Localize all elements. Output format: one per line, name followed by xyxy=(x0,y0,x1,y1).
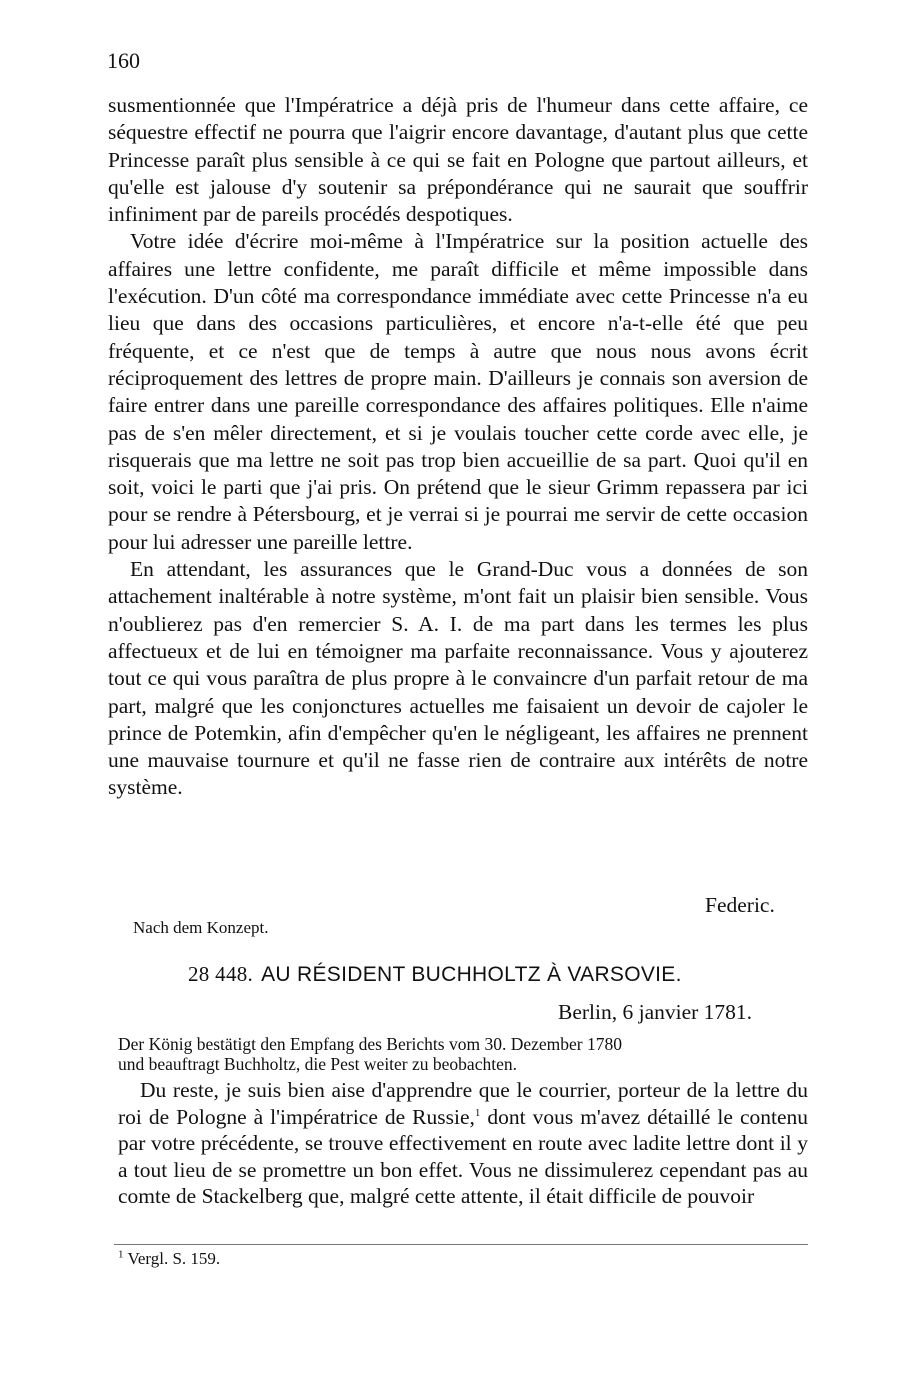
document-title: AU RÉSIDENT BUCHHOLTZ À VARSOVIE. xyxy=(261,963,682,986)
page-number: 160 xyxy=(107,48,140,73)
paragraph-text: dont vous m'avez détaillé le contenu par votre précédente, se trouve effectivement en route avec ladite lettre dont il y a tout lieu de se promettre un bon effet. Vous ne dissimulerez cependant pas au comte de Stackelberg que, malgré cette attente, il était difficile de pouvoir xyxy=(118,1104,808,1208)
document-heading xyxy=(188,962,682,987)
paragraph: En attendant, les assurances que le Grand-Duc vous a données de son attachement inaltérable à notre système, m'ont fait un plaisir bien sensible. Vous n'oublierez pas d'en remercier S. A. I. de ma part dans les termes les plus affectueux et de lui en témoigner ma parfaite reconnaissance. Vous y ajouterez tout ce qui vous paraîtra de plus propre à le convaincre d'un parfait retour de ma part, malgré que les conjonctures actuelles me faisaient un devoir de cajoler le prince de Potemkin, afin d'empêcher qu'en le négligeant, les affaires ne prennent une mauvaise tournure et qu'il ne fasse rien de contraire aux intérêts de notre système. xyxy=(108,557,808,800)
document-number: 28 448. xyxy=(188,962,254,986)
footnote-marker: 1 xyxy=(474,1106,481,1119)
paragraph: susmentionnée que l'Impératrice a déjà pris de l'humeur dans cette affaire, ce séquestre effectif ne pourra que l'aigrir encore davantage, d'autant plus que cette Princesse paraît plus sensible à ce qui se fait en Pologne que partout ailleurs, et qu'elle est jalouse d'y soutenir sa prépondérance qui ne saurait que souffrir infiniment par de pareils procédés despotiques. xyxy=(108,93,808,227)
paragraph: Votre idée d'écrire moi-même à l'Impératrice sur la position actuelle des affaires une lettre confidente, me paraît difficile et même impossible dans l'exécution. D'un côté ma correspondance immédiate avec cette Princesse n'a eu lieu que dans des occasions particulières, et encore n'a-t-elle été que peu fréquente, et ce n'est que de temps à autre que nous nous avons écrit réciproquement des lettres de propre main. D'ailleurs je connais son aversion de faire entrer dans une pareille correspondance des affaires politiques. Elle n'aime pas de s'en mêler directement, et si je voulais toucher cette corde avec elle, je risquerais que ma lettre ne soit pas trop bien accueillie de sa part. Quoi qu'il en soit, voici le parti que j'ai pris. On prétend que le sieur Grimm repassera par ici pour se rendre à Pétersbourg, et je verrai si je pourrai me servir de cette occasion pour lui adresser une pareille lettre. xyxy=(108,229,808,554)
footnote-number: 1 xyxy=(118,1248,124,1261)
signature: Federic. xyxy=(705,893,775,917)
footnote-divider xyxy=(114,1244,808,1245)
letter-body xyxy=(118,1077,808,1210)
dateline: Berlin, 6 janvier 1781. xyxy=(558,1000,753,1024)
letter-body xyxy=(108,92,808,802)
footnote-text: Vergl. S. 159. xyxy=(127,1249,221,1268)
paragraph-text: Du reste, je suis bien aise d'apprendre que le courrier, porteur de la lettre du roi de Pologne à l'impératrice de Russie, xyxy=(118,1078,808,1129)
paragraph xyxy=(118,1077,808,1210)
footnote xyxy=(118,1249,220,1269)
summary-line: Der König bestätigt den Empfang des Berichts vom 30. Dezember 1780 xyxy=(118,1034,622,1054)
source-note: Nach dem Konzept. xyxy=(133,918,269,937)
summary xyxy=(118,1034,808,1074)
summary-line: und beauftragt Buchholtz, die Pest weiter zu beobachten. xyxy=(118,1054,517,1074)
